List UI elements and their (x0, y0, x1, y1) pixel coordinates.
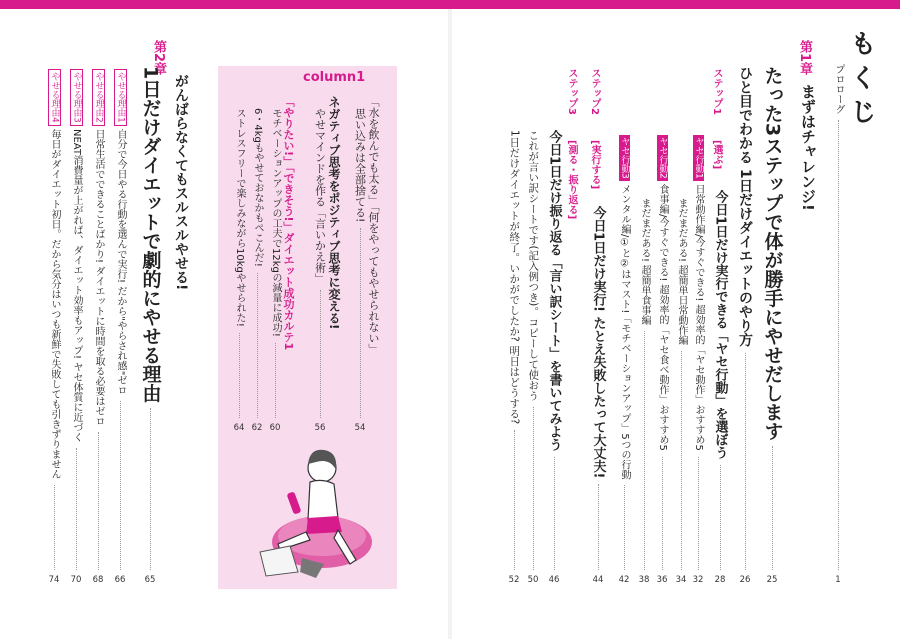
column-entry-row[interactable] (227, 108, 251, 432)
reason-badge: やせる理由2 (92, 69, 105, 126)
page-number: 74 (48, 574, 60, 585)
step1-text: 今日1日だけ実行できる「ヤセ行動」を選ぼう (712, 190, 728, 460)
chapter1-line1: まずはチャレンジ! (799, 84, 817, 211)
step3-label: ステップ3 (566, 68, 577, 115)
page-number: 26 (739, 574, 751, 585)
action-text: 日常動作編/今すぐできる! 超効率的「ヤセ動作」おすすめ5 (693, 183, 704, 451)
leader-dots (533, 407, 534, 570)
leader-dots (720, 465, 721, 569)
chapter1-heading-row[interactable] (760, 66, 784, 584)
leader-dots (150, 408, 151, 569)
page-number: 54 (354, 422, 366, 433)
page-number: 38 (638, 574, 650, 585)
chapter1-sub: ひと目でわかる 1日だけダイエットのやり方 (737, 66, 753, 347)
column-entry: 思い込みは全部捨てる! (353, 108, 367, 223)
leader-dots (745, 353, 746, 570)
action-text: まだまだある! 超簡単食事編 (639, 198, 650, 326)
chapter2-line1: がんばらなくてもスルスルやせる! (173, 74, 189, 291)
step2-label: ステップ2 (589, 68, 600, 115)
page-gutter (448, 9, 452, 639)
column-entry: モチベーションアップの工夫で12kgの減量に成功! (270, 108, 281, 337)
chapter2-heading: 1日だけダイエットで劇的にやせる理由 (139, 66, 162, 403)
step1-title: [選ぶ] (711, 140, 722, 170)
step2-row[interactable] (586, 206, 610, 584)
page-number: 60 (269, 422, 281, 433)
leader-dots (54, 485, 55, 570)
column-entry: ネガティブ思考をポジティブ思考に変える! (327, 96, 341, 330)
chapter1-sub-row[interactable] (733, 66, 757, 584)
page-number: 70 (70, 574, 82, 585)
toc-title: もくじ (846, 30, 876, 132)
reason-text: 日常生活でできることばかり! ダイエットに時間を取る必要はゼロ (93, 128, 104, 426)
shirt-shape (308, 480, 338, 520)
reason-badge: やせる理由3 (70, 69, 83, 126)
step3-row[interactable] (542, 130, 566, 584)
leader-dots (598, 484, 599, 569)
column-entry: ストレスフリーで楽しみながら10kgやせられた! (234, 108, 245, 327)
item-text: これが言い訳シートです(記入例つき)。コピーして使おう (527, 130, 540, 401)
leader-dots (514, 430, 515, 569)
page-number: 52 (508, 574, 520, 585)
leader-dots (662, 457, 663, 570)
page-number: 25 (766, 574, 778, 585)
step3-title: [測る・振り返る] (566, 140, 577, 220)
page-number: 50 (527, 574, 539, 585)
step1-row[interactable] (708, 190, 732, 584)
page-number: 44 (592, 574, 604, 585)
prologue-row[interactable] (826, 64, 850, 584)
chapter2-heading-row[interactable] (138, 66, 162, 584)
page-number: 32 (692, 574, 704, 585)
leader-dots (644, 331, 645, 569)
reason-text: 自分で今日やる行動を選んで実行! だから"やらされ感"ゼロ (115, 128, 126, 396)
bottle-shape (286, 491, 301, 514)
leader-dots (120, 401, 121, 569)
step3-text: 今日1日だけ振り返る「言い訳シート」を書いてみよう (546, 130, 562, 452)
step3-item2-row[interactable] (502, 130, 526, 584)
reason-text: NEAT消費量が上がれば、ダイエット効率もアップ! ヤセ体質に近づく (71, 128, 82, 442)
leader-dots (98, 432, 99, 570)
leader-dots (76, 448, 77, 570)
page-number: 1 (835, 574, 841, 585)
page-number: 34 (675, 574, 687, 585)
top-accent-bar (0, 0, 900, 9)
reason2-row[interactable] (86, 66, 110, 584)
page-number: 68 (92, 574, 104, 585)
reason-badge: やせる理由1 (114, 69, 127, 126)
page-number: 66 (114, 574, 126, 585)
page-number: 42 (618, 574, 630, 585)
leader-dots (624, 485, 625, 569)
action-badge: ヤセ行動3 (619, 137, 630, 179)
page-number: 36 (656, 574, 668, 585)
page-number: 46 (548, 574, 560, 585)
column-entry: 「やりたい!」「できそう!」ダイエット成功カルテ1 (282, 96, 295, 351)
step1-label: ステップ1 (711, 68, 722, 115)
leader-dots (360, 228, 361, 417)
leader-dots (239, 333, 240, 418)
prologue-label: プロローグ (833, 64, 844, 114)
column-entry-row[interactable] (348, 108, 372, 432)
page-number: 64 (233, 422, 245, 433)
page-number: 28 (714, 574, 726, 585)
chapter1-heading: たった3ステップで体が勝手にやせだします (761, 66, 784, 441)
page-number: 56 (314, 422, 326, 433)
shorts-shape (306, 516, 342, 534)
reason-badge: やせる理由4 (48, 69, 61, 126)
leader-dots (681, 351, 682, 569)
action-badge: ヤセ行動1 (693, 137, 704, 179)
woman-on-cushion-illustration (250, 440, 380, 580)
step2-text: 今日1日だけ実行! たとえ失敗したって大丈夫! (590, 206, 606, 479)
page-number: 65 (144, 574, 156, 585)
page-number: 62 (251, 422, 263, 433)
action-text: 食事編/今すぐできる! 超効率的「ヤセ食べ動作」おすすめ5 (657, 183, 668, 451)
column-entry: 「水を飲んでも太る」「何をやってもやせられない」 (367, 96, 380, 355)
action-badge: ヤセ行動2 (657, 137, 668, 179)
column-title: column1 (303, 70, 366, 85)
action-text: メンタル編/①と②はマスト!「モチベーションアップ」5つの行動 (619, 183, 630, 480)
action-text: まだまだある! 超簡単日常動作編 (676, 198, 687, 346)
leader-dots (320, 290, 321, 418)
leader-dots (698, 457, 699, 570)
column-entry: やせマインドを作る「言いかえ術」 (313, 108, 327, 284)
reason1-row[interactable] (108, 66, 132, 584)
step2-title: [実行する] (589, 140, 600, 190)
reason-text: 毎日がダイエット初日。だから気分はいつも新鮮で失敗しても引きずりません (49, 128, 60, 479)
column-entry-row[interactable] (308, 108, 332, 432)
column-entry: 6・4kgもやせておなかもぺこんだ! (252, 108, 263, 267)
chapter2-label: 第2章 (151, 40, 166, 76)
leader-dots (275, 343, 276, 418)
item-text: 1日だけダイエットが終了。いかがでしたか? 明日はどうする? (508, 130, 521, 425)
leader-dots (838, 120, 839, 570)
reason4-row[interactable] (42, 66, 66, 584)
reason3-row[interactable] (64, 66, 88, 584)
chapter1-label: 第1章 (797, 40, 812, 76)
leader-dots (257, 273, 258, 418)
action3-row[interactable] (612, 132, 636, 584)
leader-dots (772, 446, 773, 569)
leader-dots (554, 457, 555, 569)
